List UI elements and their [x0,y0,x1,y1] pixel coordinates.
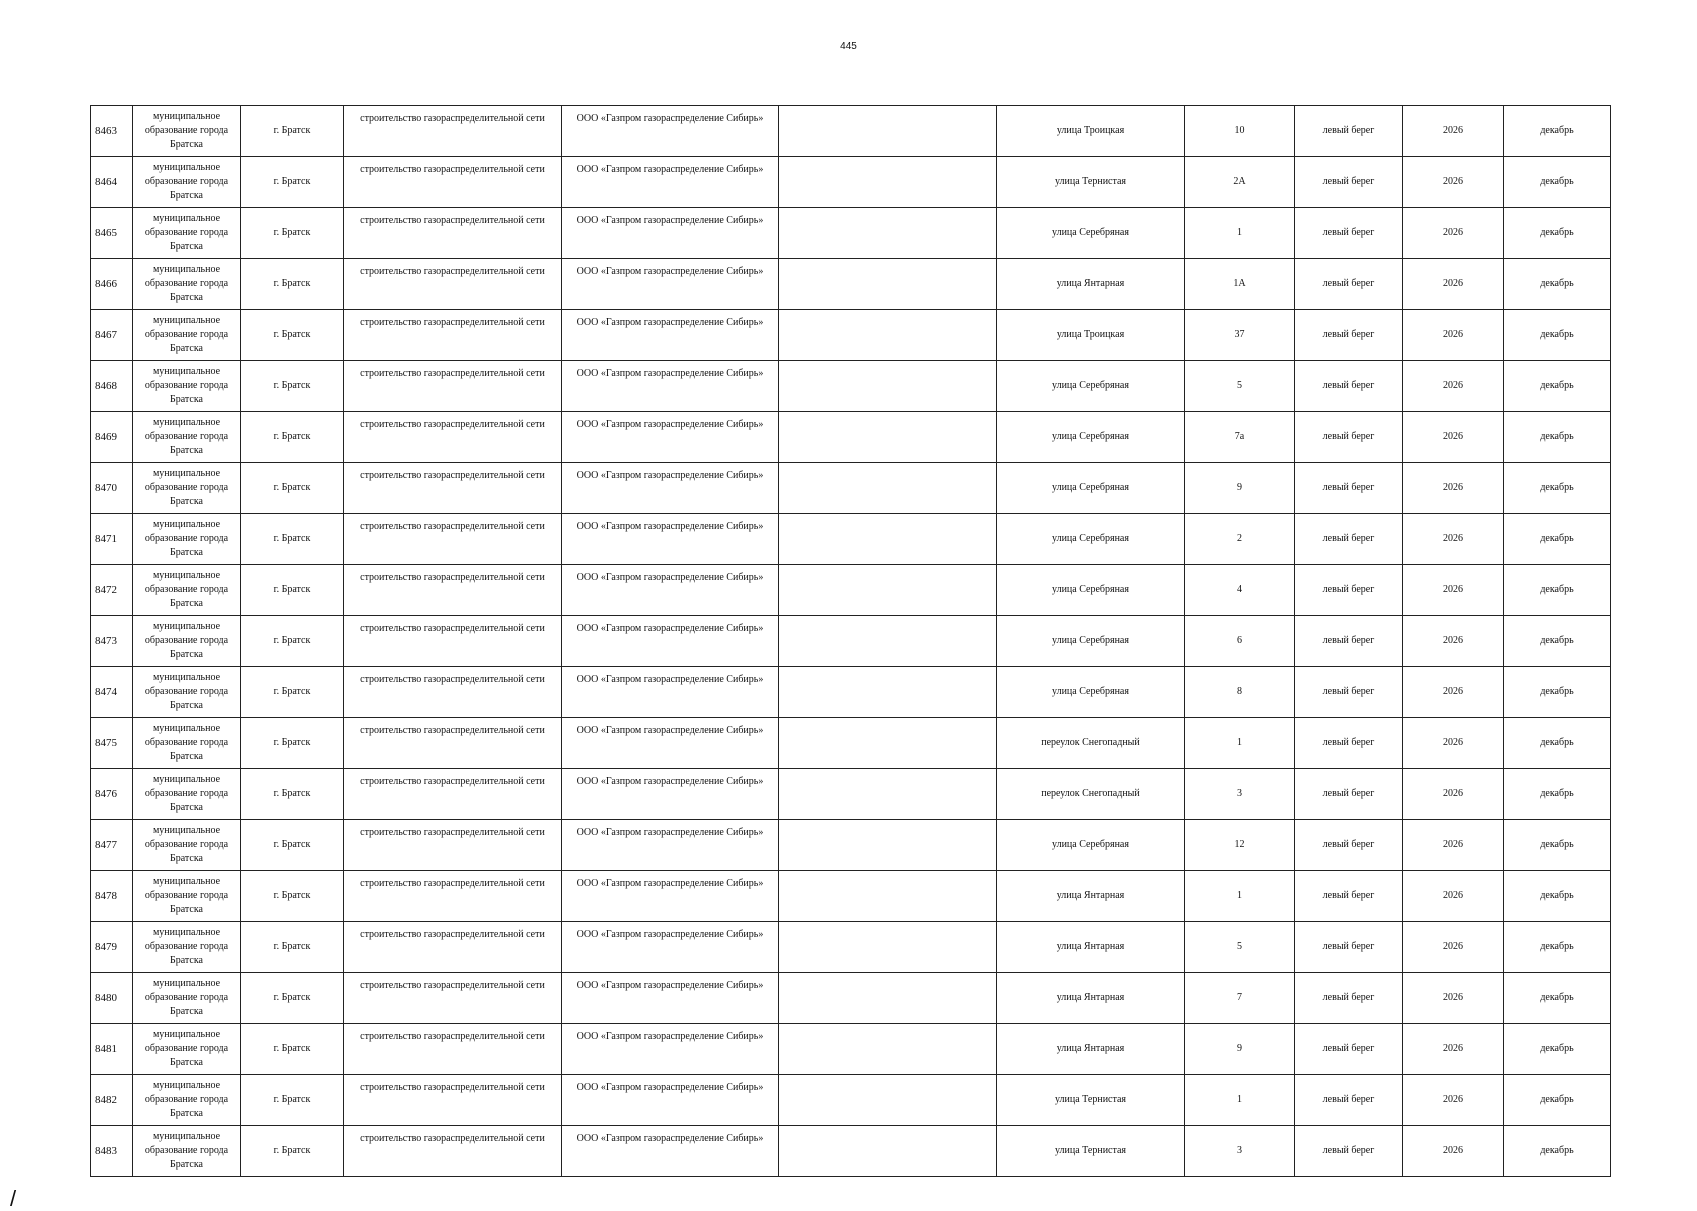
handwritten-mark: / [10,1186,17,1211]
year-cell: 2026 [1403,616,1504,667]
table-row [91,1024,1611,1075]
empty-cell [779,106,997,157]
month-cell: декабрь [1504,514,1611,565]
row-number: 8473 [91,616,133,667]
work-type-cell: строительство газораспределительной сети [344,157,562,208]
organization-cell: ООО «Газпром газораспределение Сибирь» [562,208,779,259]
house-number-cell: 1 [1185,1075,1295,1126]
city-cell: г. Братск [241,565,344,616]
work-type-cell: строительство газораспределительной сети [344,565,562,616]
street-cell: улица Тернистая [997,157,1185,208]
row-number: 8481 [91,1024,133,1075]
city-cell: г. Братск [241,463,344,514]
bank-cell: левый берег [1295,361,1403,412]
empty-cell [779,1075,997,1126]
year-cell: 2026 [1403,1075,1504,1126]
month-cell: декабрь [1504,361,1611,412]
table-row [91,259,1611,310]
organization-cell: ООО «Газпром газораспределение Сибирь» [562,310,779,361]
work-type-cell: строительство газораспределительной сети [344,310,562,361]
row-number: 8483 [91,1126,133,1177]
house-number-cell: 10 [1185,106,1295,157]
bank-cell: левый берег [1295,1126,1403,1177]
work-type-cell: строительство газораспределительной сети [344,514,562,565]
organization-cell: ООО «Газпром газораспределение Сибирь» [562,514,779,565]
month-cell: декабрь [1504,973,1611,1024]
organization-cell: ООО «Газпром газораспределение Сибирь» [562,157,779,208]
organization-cell: ООО «Газпром газораспределение Сибирь» [562,259,779,310]
row-number: 8478 [91,871,133,922]
year-cell: 2026 [1403,820,1504,871]
city-cell: г. Братск [241,310,344,361]
street-cell: улица Янтарная [997,973,1185,1024]
municipality-cell: муниципальное образование города Братска [133,208,241,259]
bank-cell: левый берег [1295,259,1403,310]
municipality-cell: муниципальное образование города Братска [133,259,241,310]
municipality-cell: муниципальное образование города Братска [133,1024,241,1075]
city-cell: г. Братск [241,820,344,871]
work-type-cell: строительство газораспределительной сети [344,718,562,769]
work-type-cell: строительство газораспределительной сети [344,463,562,514]
bank-cell: левый берег [1295,667,1403,718]
house-number-cell: 5 [1185,361,1295,412]
month-cell: декабрь [1504,310,1611,361]
year-cell: 2026 [1403,565,1504,616]
organization-cell: ООО «Газпром газораспределение Сибирь» [562,922,779,973]
work-type-cell: строительство газораспределительной сети [344,820,562,871]
empty-cell [779,820,997,871]
year-cell: 2026 [1403,259,1504,310]
municipality-cell: муниципальное образование города Братска [133,769,241,820]
work-type-cell: строительство газораспределительной сети [344,1126,562,1177]
row-number: 8472 [91,565,133,616]
organization-cell: ООО «Газпром газораспределение Сибирь» [562,1126,779,1177]
house-number-cell: 1 [1185,718,1295,769]
table-row [91,514,1611,565]
month-cell: декабрь [1504,157,1611,208]
empty-cell [779,667,997,718]
bank-cell: левый берег [1295,616,1403,667]
bank-cell: левый берег [1295,412,1403,463]
table-row [91,361,1611,412]
city-cell: г. Братск [241,973,344,1024]
bank-cell: левый берег [1295,157,1403,208]
table-row [91,769,1611,820]
house-number-cell: 2 [1185,514,1295,565]
house-number-cell: 1 [1185,871,1295,922]
row-number: 8468 [91,361,133,412]
municipality-cell: муниципальное образование города Братска [133,106,241,157]
table-row [91,820,1611,871]
city-cell: г. Братск [241,157,344,208]
table-row [91,1075,1611,1126]
month-cell: декабрь [1504,1075,1611,1126]
municipality-cell: муниципальное образование города Братска [133,718,241,769]
organization-cell: ООО «Газпром газораспределение Сибирь» [562,769,779,820]
municipality-cell: муниципальное образование города Братска [133,463,241,514]
work-type-cell: строительство газораспределительной сети [344,412,562,463]
month-cell: декабрь [1504,412,1611,463]
bank-cell: левый берег [1295,820,1403,871]
month-cell: декабрь [1504,616,1611,667]
table-row [91,871,1611,922]
city-cell: г. Братск [241,616,344,667]
organization-cell: ООО «Газпром газораспределение Сибирь» [562,973,779,1024]
row-number: 8477 [91,820,133,871]
year-cell: 2026 [1403,106,1504,157]
organization-cell: ООО «Газпром газораспределение Сибирь» [562,871,779,922]
year-cell: 2026 [1403,769,1504,820]
organization-cell: ООО «Газпром газораспределение Сибирь» [562,361,779,412]
empty-cell [779,1024,997,1075]
street-cell: улица Серебряная [997,565,1185,616]
street-cell: улица Троицкая [997,310,1185,361]
city-cell: г. Братск [241,1075,344,1126]
city-cell: г. Братск [241,769,344,820]
bank-cell: левый берег [1295,463,1403,514]
table-row [91,1126,1611,1177]
street-cell: улица Серебряная [997,667,1185,718]
bank-cell: левый берег [1295,973,1403,1024]
row-number: 8479 [91,922,133,973]
bank-cell: левый берег [1295,208,1403,259]
work-type-cell: строительство газораспределительной сети [344,1075,562,1126]
street-cell: улица Янтарная [997,922,1185,973]
month-cell: декабрь [1504,922,1611,973]
house-number-cell: 7 [1185,973,1295,1024]
organization-cell: ООО «Газпром газораспределение Сибирь» [562,565,779,616]
house-number-cell: 3 [1185,769,1295,820]
year-cell: 2026 [1403,973,1504,1024]
house-number-cell: 2А [1185,157,1295,208]
year-cell: 2026 [1403,514,1504,565]
municipality-cell: муниципальное образование города Братска [133,1075,241,1126]
table-row [91,565,1611,616]
row-number: 8482 [91,1075,133,1126]
municipality-cell: муниципальное образование города Братска [133,973,241,1024]
empty-cell [779,565,997,616]
city-cell: г. Братск [241,1024,344,1075]
bank-cell: левый берег [1295,922,1403,973]
house-number-cell: 8 [1185,667,1295,718]
row-number: 8471 [91,514,133,565]
municipality-cell: муниципальное образование города Братска [133,616,241,667]
table-row [91,208,1611,259]
organization-cell: ООО «Газпром газораспределение Сибирь» [562,463,779,514]
street-cell: улица Серебряная [997,412,1185,463]
work-type-cell: строительство газораспределительной сети [344,208,562,259]
house-number-cell: 37 [1185,310,1295,361]
work-type-cell: строительство газораспределительной сети [344,667,562,718]
city-cell: г. Братск [241,259,344,310]
table-row [91,463,1611,514]
street-cell: улица Янтарная [997,1024,1185,1075]
street-cell: улица Серебряная [997,616,1185,667]
row-number: 8463 [91,106,133,157]
organization-cell: ООО «Газпром газораспределение Сибирь» [562,667,779,718]
year-cell: 2026 [1403,871,1504,922]
city-cell: г. Братск [241,106,344,157]
municipality-cell: муниципальное образование города Братска [133,820,241,871]
bank-cell: левый берег [1295,310,1403,361]
street-cell: улица Серебряная [997,208,1185,259]
work-type-cell: строительство газораспределительной сети [344,769,562,820]
house-number-cell: 12 [1185,820,1295,871]
row-number: 8475 [91,718,133,769]
city-cell: г. Братск [241,412,344,463]
empty-cell [779,769,997,820]
street-cell: улица Серебряная [997,463,1185,514]
table-row [91,667,1611,718]
month-cell: декабрь [1504,463,1611,514]
year-cell: 2026 [1403,718,1504,769]
house-number-cell: 7а [1185,412,1295,463]
city-cell: г. Братск [241,871,344,922]
municipality-cell: муниципальное образование города Братска [133,514,241,565]
house-number-cell: 9 [1185,463,1295,514]
bank-cell: левый берег [1295,1024,1403,1075]
work-type-cell: строительство газораспределительной сети [344,871,562,922]
city-cell: г. Братск [241,667,344,718]
month-cell: декабрь [1504,871,1611,922]
street-cell: улица Тернистая [997,1075,1185,1126]
bank-cell: левый берег [1295,106,1403,157]
row-number: 8467 [91,310,133,361]
municipality-cell: муниципальное образование города Братска [133,361,241,412]
municipality-cell: муниципальное образование города Братска [133,922,241,973]
table-row [91,157,1611,208]
empty-cell [779,310,997,361]
city-cell: г. Братск [241,1126,344,1177]
row-number: 8469 [91,412,133,463]
year-cell: 2026 [1403,361,1504,412]
bank-cell: левый берег [1295,565,1403,616]
bank-cell: левый берег [1295,1075,1403,1126]
year-cell: 2026 [1403,1126,1504,1177]
street-cell: улица Троицкая [997,106,1185,157]
organization-cell: ООО «Газпром газораспределение Сибирь» [562,820,779,871]
municipality-cell: муниципальное образование города Братска [133,667,241,718]
work-type-cell: строительство газораспределительной сети [344,922,562,973]
row-number: 8464 [91,157,133,208]
organization-cell: ООО «Газпром газораспределение Сибирь» [562,616,779,667]
empty-cell [779,973,997,1024]
house-number-cell: 9 [1185,1024,1295,1075]
month-cell: декабрь [1504,565,1611,616]
row-number: 8476 [91,769,133,820]
month-cell: декабрь [1504,1024,1611,1075]
row-number: 8466 [91,259,133,310]
municipality-cell: муниципальное образование города Братска [133,310,241,361]
month-cell: декабрь [1504,259,1611,310]
year-cell: 2026 [1403,157,1504,208]
month-cell: декабрь [1504,718,1611,769]
organization-cell: ООО «Газпром газораспределение Сибирь» [562,1024,779,1075]
work-type-cell: строительство газораспределительной сети [344,1024,562,1075]
table-row [91,616,1611,667]
empty-cell [779,463,997,514]
empty-cell [779,361,997,412]
table-row [91,310,1611,361]
empty-cell [779,718,997,769]
year-cell: 2026 [1403,310,1504,361]
row-number: 8465 [91,208,133,259]
row-number: 8480 [91,973,133,1024]
municipality-cell: муниципальное образование города Братска [133,412,241,463]
page-number: 445 [840,41,857,52]
year-cell: 2026 [1403,1024,1504,1075]
organization-cell: ООО «Газпром газораспределение Сибирь» [562,1075,779,1126]
municipality-cell: муниципальное образование города Братска [133,871,241,922]
bank-cell: левый берег [1295,514,1403,565]
month-cell: декабрь [1504,106,1611,157]
bank-cell: левый берег [1295,718,1403,769]
year-cell: 2026 [1403,412,1504,463]
empty-cell [779,157,997,208]
municipality-cell: муниципальное образование города Братска [133,565,241,616]
empty-cell [779,514,997,565]
work-type-cell: строительство газораспределительной сети [344,259,562,310]
city-cell: г. Братск [241,514,344,565]
gasification-table [90,105,1611,1177]
street-cell: переулок Снегопадный [997,769,1185,820]
street-cell: улица Серебряная [997,820,1185,871]
month-cell: декабрь [1504,1126,1611,1177]
street-cell: улица Янтарная [997,259,1185,310]
work-type-cell: строительство газораспределительной сети [344,106,562,157]
empty-cell [779,259,997,310]
year-cell: 2026 [1403,208,1504,259]
municipality-cell: муниципальное образование города Братска [133,1126,241,1177]
empty-cell [779,922,997,973]
bank-cell: левый берег [1295,871,1403,922]
year-cell: 2026 [1403,463,1504,514]
municipality-cell: муниципальное образование города Братска [133,157,241,208]
house-number-cell: 1А [1185,259,1295,310]
bank-cell: левый берег [1295,769,1403,820]
street-cell: улица Серебряная [997,514,1185,565]
city-cell: г. Братск [241,718,344,769]
table-row [91,412,1611,463]
table-row [91,106,1611,157]
month-cell: декабрь [1504,820,1611,871]
table-row [91,718,1611,769]
street-cell: улица Серебряная [997,361,1185,412]
house-number-cell: 3 [1185,1126,1295,1177]
empty-cell [779,871,997,922]
house-number-cell: 6 [1185,616,1295,667]
month-cell: декабрь [1504,208,1611,259]
organization-cell: ООО «Газпром газораспределение Сибирь» [562,718,779,769]
table-row [91,973,1611,1024]
work-type-cell: строительство газораспределительной сети [344,361,562,412]
house-number-cell: 4 [1185,565,1295,616]
row-number: 8474 [91,667,133,718]
work-type-cell: строительство газораспределительной сети [344,616,562,667]
month-cell: декабрь [1504,667,1611,718]
year-cell: 2026 [1403,922,1504,973]
empty-cell [779,1126,997,1177]
city-cell: г. Братск [241,922,344,973]
house-number-cell: 1 [1185,208,1295,259]
organization-cell: ООО «Газпром газораспределение Сибирь» [562,412,779,463]
organization-cell: ООО «Газпром газораспределение Сибирь» [562,106,779,157]
row-number: 8470 [91,463,133,514]
table-row [91,922,1611,973]
city-cell: г. Братск [241,208,344,259]
empty-cell [779,412,997,463]
house-number-cell: 5 [1185,922,1295,973]
street-cell: улица Тернистая [997,1126,1185,1177]
work-type-cell: строительство газораспределительной сети [344,973,562,1024]
empty-cell [779,616,997,667]
street-cell: улица Янтарная [997,871,1185,922]
street-cell: переулок Снегопадный [997,718,1185,769]
city-cell: г. Братск [241,361,344,412]
empty-cell [779,208,997,259]
month-cell: декабрь [1504,769,1611,820]
year-cell: 2026 [1403,667,1504,718]
